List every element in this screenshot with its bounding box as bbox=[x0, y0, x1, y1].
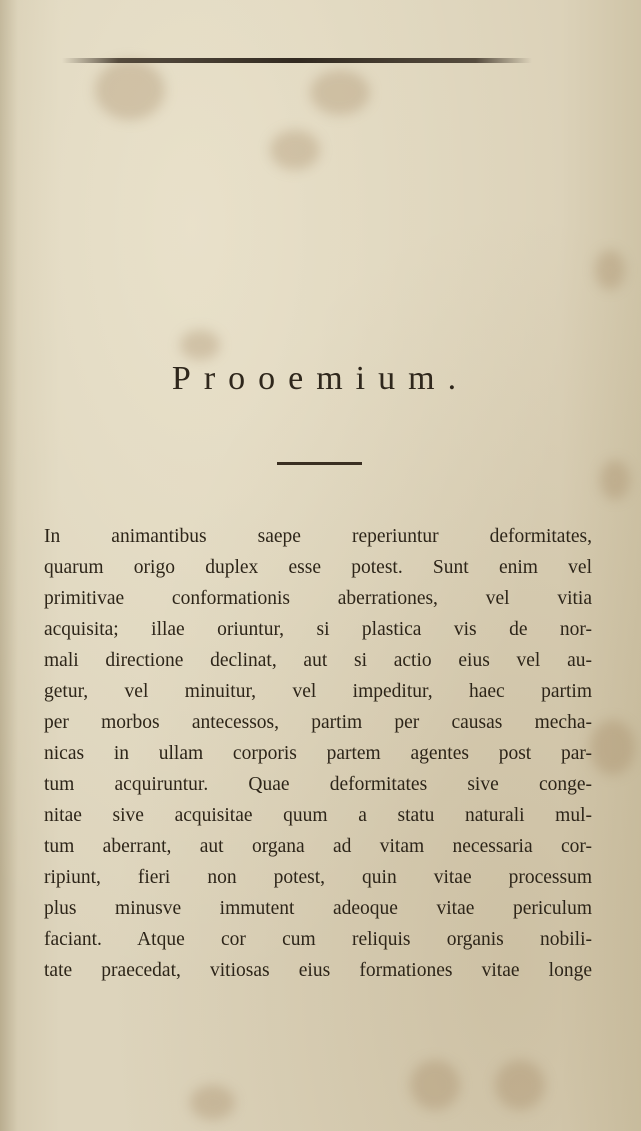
page-title: Prooemium. bbox=[171, 360, 470, 397]
top-rule bbox=[62, 58, 532, 63]
paper-stain bbox=[180, 330, 220, 360]
text-line: nitae sive acquisitae quum a statu naturali mul- bbox=[44, 805, 592, 826]
text-line: mali directione declinat, aut si actio eius vel au- bbox=[44, 650, 592, 671]
text-line: acquisita; illae oriuntur, si plastica vis de nor- bbox=[44, 619, 592, 640]
text-line: getur, vel minuitur, vel impeditur, haec partim bbox=[44, 681, 592, 702]
text-line: quarum origo duplex esse potest. Sunt enim vel bbox=[44, 557, 592, 578]
paper-stain bbox=[590, 720, 635, 775]
paper-stain bbox=[495, 1060, 545, 1110]
paper-stain bbox=[270, 130, 320, 170]
paper-stain bbox=[190, 1085, 235, 1120]
text-line: nicas in ullam corporis partem agentes post par- bbox=[44, 743, 592, 764]
text-line: tum aberrant, aut organa ad vitam necessaria cor- bbox=[44, 836, 592, 857]
text-line: per morbos antecessos, partim per causas mecha- bbox=[44, 712, 592, 733]
text-line: faciant. Atque cor cum reliquis organis nobili- bbox=[44, 929, 592, 950]
body-paragraph bbox=[44, 521, 592, 986]
title-divider bbox=[277, 462, 362, 465]
paper-stain bbox=[600, 460, 630, 500]
paper-stain bbox=[410, 1060, 460, 1110]
paper-stain bbox=[95, 60, 165, 120]
text-line: primitivae conformationis aberrationes, vel vitia bbox=[44, 588, 592, 609]
text-line: tum acquiruntur. Quae deformitates sive conge- bbox=[44, 774, 592, 795]
text-line: tate praecedat, vitiosas eius formationes vitae longe bbox=[44, 960, 592, 981]
text-line: plus minusve immutent adeoque vitae periculum bbox=[44, 898, 592, 919]
text-line: In animantibus saepe reperiuntur deformitates, bbox=[44, 526, 592, 547]
paper-stain bbox=[595, 250, 625, 290]
text-line: ripiunt, fieri non potest, quin vitae processum bbox=[44, 867, 592, 888]
paper-stain bbox=[310, 70, 370, 115]
